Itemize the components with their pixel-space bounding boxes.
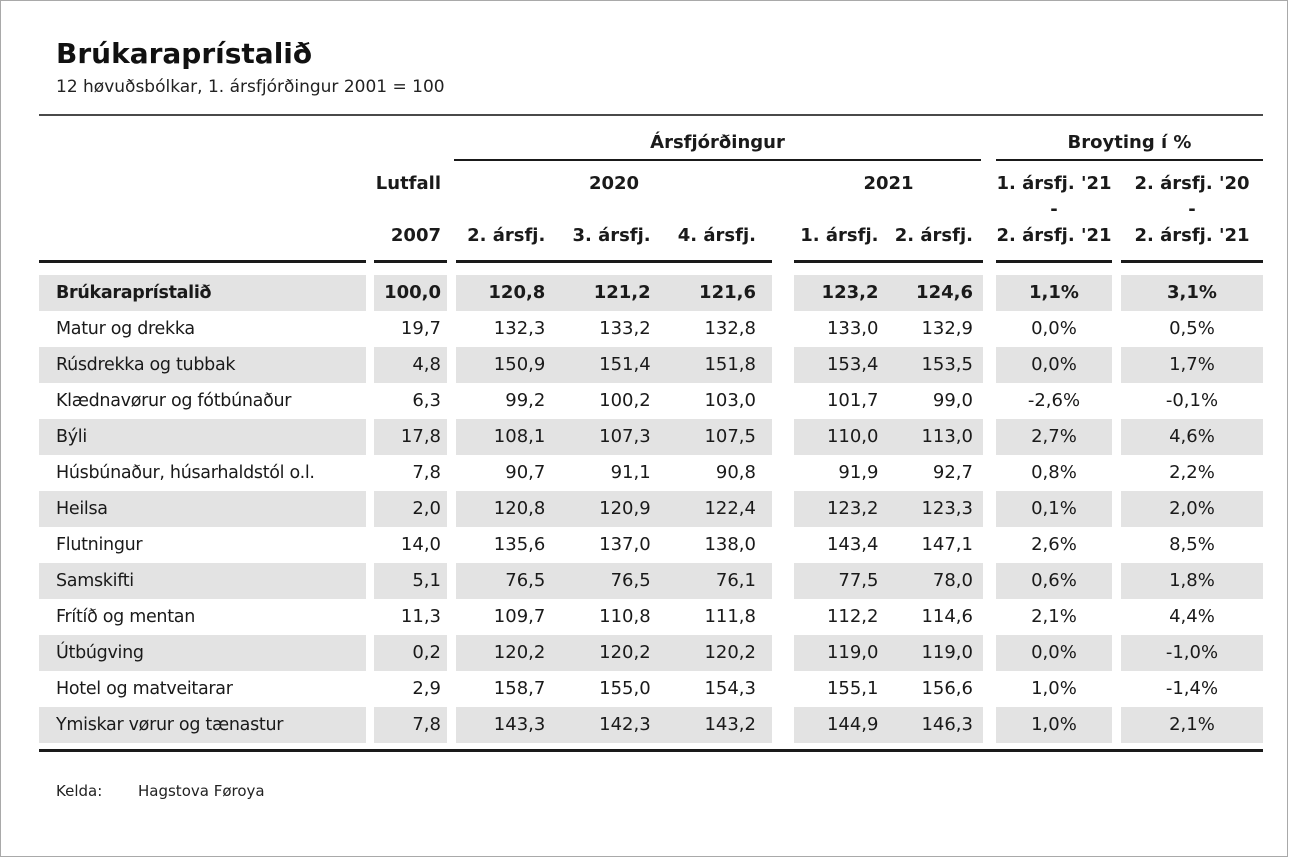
cell-change-year: -1,0% (1121, 635, 1263, 671)
cell-change-year: 8,5% (1169, 534, 1215, 555)
gap (983, 599, 996, 635)
cell-2020-q2: 132,3 (493, 318, 546, 339)
source-value: Hagstova Føroya (138, 782, 265, 800)
cell-change-quarter: 0,8% (1031, 462, 1077, 483)
table-row (39, 455, 1263, 491)
header-2020-q3: 3. ársfj. (572, 225, 651, 246)
cell-2020-q4: 122,4 (667, 491, 772, 527)
cell-lutfall-2007: 2,9 (412, 678, 441, 699)
table-row (39, 275, 1263, 311)
gap (366, 563, 374, 599)
gap (772, 491, 794, 527)
cell-change-quarter: 2,7% (996, 419, 1112, 455)
table-row (39, 671, 1263, 707)
cell-change-quarter: 0,1% (996, 491, 1112, 527)
row-label: Klædnavørur og fótbúnaður (56, 391, 292, 411)
gap (1112, 383, 1121, 419)
bottom-rule (39, 749, 1263, 752)
cell-2020-q2: 99,2 (505, 390, 546, 411)
gap (772, 527, 794, 563)
page-title: Brúkaraprístalið (56, 37, 313, 70)
cell-2020-q3: 142,3 (561, 707, 666, 743)
gap (447, 275, 456, 311)
cell-change-year: 2,0% (1121, 491, 1263, 527)
gap (1112, 671, 1121, 707)
cell-2021-q1: 123,2 (794, 275, 889, 311)
gap (366, 491, 374, 527)
gap (772, 419, 794, 455)
header-change-year-dash: - (1188, 199, 1196, 220)
table-row (39, 383, 1263, 419)
gap (447, 671, 456, 707)
cell-2020-q4: 121,6 (667, 275, 772, 311)
cell-change-year: -1,4% (1165, 678, 1219, 699)
gap (772, 707, 794, 743)
header-change-year-bottom: 2. ársfj. '21 (1134, 225, 1250, 246)
cell-2021-q1: 77,5 (794, 563, 889, 599)
top-rule (39, 114, 1263, 116)
gap (447, 419, 456, 455)
cell-2020-q3: 100,2 (599, 390, 651, 411)
cell-2021-q1: 155,1 (826, 678, 879, 699)
header-rule (39, 260, 1263, 263)
cell-change-quarter: 2,1% (1031, 606, 1077, 627)
cell-change-year: -0,1% (1165, 390, 1219, 411)
cell-lutfall-2007: 5,1 (374, 563, 447, 599)
row-label: Brúkaraprístalið (39, 275, 366, 311)
cell-2020-q3: 120,9 (561, 491, 666, 527)
gap (366, 527, 374, 563)
cell-2021-q2: 78,0 (888, 563, 983, 599)
cell-lutfall-2007: 19,7 (400, 318, 441, 339)
gap (983, 527, 996, 563)
gap (983, 455, 996, 491)
gap (447, 527, 456, 563)
cell-change-quarter: 0,0% (996, 347, 1112, 383)
table-row (39, 419, 1263, 455)
cell-2020-q4: 111,8 (704, 606, 756, 627)
table-row (39, 563, 1263, 599)
cell-change-quarter: 0,0% (996, 635, 1112, 671)
row-label: Útbúgving (39, 635, 366, 671)
cell-lutfall-2007: 11,3 (400, 606, 441, 627)
row-label: Rúsdrekka og tubbak (39, 347, 366, 383)
cell-2020-q4: 132,8 (704, 318, 756, 339)
gap (366, 707, 374, 743)
cell-change-year: 1,7% (1121, 347, 1263, 383)
cell-2020-q2: 135,6 (493, 534, 546, 555)
column-header-row (39, 171, 1263, 249)
cell-change-quarter: 2,6% (1031, 534, 1077, 555)
cell-2021-q1: 123,2 (794, 491, 889, 527)
gap (983, 383, 996, 419)
gap (447, 455, 456, 491)
cell-2020-q2: 158,7 (493, 678, 546, 699)
header-change-year (1121, 171, 1263, 249)
gap (366, 347, 374, 383)
row-label: Frítíð og mentan (56, 607, 196, 627)
cell-2021-q1: 143,4 (826, 534, 879, 555)
cell-lutfall-2007: 14,0 (400, 534, 441, 555)
column-group-header (39, 132, 1263, 161)
cell-2020-q3: 137,0 (599, 534, 651, 555)
cell-2020-q4: 90,8 (715, 462, 756, 483)
page-subtitle: 12 høvuðsbólkar, 1. ársfjórðingur 2001 = 100 (56, 77, 445, 97)
cell-2020-q2: 120,8 (456, 275, 561, 311)
cell-change-quarter: 0,0% (1031, 318, 1077, 339)
gap (1112, 635, 1121, 671)
cell-2021-q1: 153,4 (794, 347, 889, 383)
cell-2020-q4: 107,5 (667, 419, 772, 455)
gap (447, 707, 456, 743)
cell-2020-q2: 109,7 (493, 606, 546, 627)
table-row (39, 599, 1263, 635)
gap (772, 671, 794, 707)
cell-2021-q1: 119,0 (794, 635, 889, 671)
header-change-quarter-top: 1. ársfj. '21 (996, 173, 1112, 194)
header-2020-q4: 4. ársfj. (677, 225, 756, 246)
gap (983, 275, 996, 311)
row-label: Matur og drekka (56, 319, 195, 339)
source-row (56, 782, 1263, 800)
group-header-change: Broyting í % (996, 132, 1263, 161)
cell-2020-q4: 143,2 (667, 707, 772, 743)
gap (1112, 311, 1121, 347)
gap (1112, 347, 1121, 383)
gap (366, 419, 374, 455)
gap (772, 383, 794, 419)
cell-2020-q3: 155,0 (599, 678, 651, 699)
cell-change-quarter: 1,0% (1031, 678, 1077, 699)
header-change-quarter-bottom: 2. ársfj. '21 (996, 225, 1112, 246)
gap (366, 455, 374, 491)
table-row (39, 635, 1263, 671)
gap (772, 599, 794, 635)
cell-2020-q2: 143,3 (456, 707, 561, 743)
row-label: Húsbúnaður, húsarhaldstól o.l. (56, 463, 315, 483)
cell-2020-q2: 150,9 (456, 347, 561, 383)
cell-2020-q2: 120,2 (456, 635, 561, 671)
gap (447, 563, 456, 599)
cell-2020-q4: 151,8 (667, 347, 772, 383)
header-change-quarter (996, 171, 1112, 249)
cell-change-year: 4,4% (1169, 606, 1215, 627)
gap (772, 275, 794, 311)
row-label: Flutningur (56, 535, 143, 555)
table-container (1, 37, 1287, 800)
header-2021-q2: 2. ársfj. (894, 225, 973, 246)
cell-change-quarter: 1,1% (996, 275, 1112, 311)
cell-lutfall-2007: 4,8 (374, 347, 447, 383)
cell-lutfall-2007: 2,0 (374, 491, 447, 527)
cell-2020-q3: 107,3 (561, 419, 666, 455)
cell-2020-q2: 108,1 (456, 419, 561, 455)
header-year-2021: 2021 (863, 173, 914, 194)
cell-2021-q2: 156,6 (921, 678, 973, 699)
cell-change-year: 3,1% (1121, 275, 1263, 311)
cell-2021-q2: 114,6 (921, 606, 973, 627)
gap (447, 347, 456, 383)
cell-2020-q3: 110,8 (599, 606, 651, 627)
gap (366, 671, 374, 707)
cell-change-year: 0,5% (1169, 318, 1215, 339)
cell-2020-q2: 120,8 (456, 491, 561, 527)
cell-2021-q2: 124,6 (888, 275, 983, 311)
cell-2021-q2: 99,0 (932, 390, 973, 411)
cell-2021-q2: 119,0 (888, 635, 983, 671)
cell-2021-q1: 112,2 (826, 606, 879, 627)
gap (1112, 599, 1121, 635)
header-lutfall (374, 171, 447, 249)
gap (1112, 527, 1121, 563)
gap (772, 563, 794, 599)
gap (366, 275, 374, 311)
row-label: Hotel og matveitarar (56, 679, 233, 699)
row-label: Samskifti (39, 563, 366, 599)
table-row (39, 311, 1263, 347)
gap (447, 383, 456, 419)
gap (447, 491, 456, 527)
cell-2021-q1: 110,0 (794, 419, 889, 455)
cell-change-quarter: 1,0% (996, 707, 1112, 743)
cell-2021-q1: 101,7 (826, 390, 879, 411)
table-row (39, 491, 1263, 527)
cell-change-year: 4,6% (1121, 419, 1263, 455)
cell-change-quarter: 0,6% (996, 563, 1112, 599)
row-label: Býli (39, 419, 366, 455)
gap (1112, 275, 1121, 311)
header-2021-q1: 1. ársfj. (800, 225, 879, 246)
gap (983, 419, 996, 455)
header-lutfall-top: Lutfall (375, 173, 441, 194)
header-2020 (456, 171, 772, 249)
gap (366, 383, 374, 419)
gap (447, 311, 456, 347)
gap (983, 671, 996, 707)
gap (983, 707, 996, 743)
row-label: Heilsa (39, 491, 366, 527)
gap (983, 563, 996, 599)
cell-2020-q2: 76,5 (456, 563, 561, 599)
gap (1112, 707, 1121, 743)
cell-2021-q2: 92,7 (932, 462, 973, 483)
cell-2020-q3: 133,2 (599, 318, 651, 339)
cell-2021-q1: 144,9 (794, 707, 889, 743)
gap (1112, 491, 1121, 527)
gap (1112, 563, 1121, 599)
cell-2020-q3: 120,2 (561, 635, 666, 671)
cell-2020-q4: 138,0 (704, 534, 756, 555)
gap (772, 455, 794, 491)
source-label: Kelda: (56, 782, 103, 800)
header-2021 (794, 171, 983, 249)
gap (1112, 419, 1121, 455)
cell-2021-q1: 91,9 (838, 462, 879, 483)
cell-2020-q3: 76,5 (561, 563, 666, 599)
cell-2020-q4: 154,3 (704, 678, 756, 699)
gap (983, 491, 996, 527)
cell-change-year: 2,2% (1169, 462, 1215, 483)
row-label: Ymiskar vørur og tænastur (39, 707, 366, 743)
gap (983, 311, 996, 347)
cell-2020-q4: 103,0 (704, 390, 756, 411)
cell-lutfall-2007: 7,8 (412, 462, 441, 483)
gap (366, 635, 374, 671)
cell-2020-q3: 91,1 (610, 462, 651, 483)
cell-lutfall-2007: 7,8 (374, 707, 447, 743)
cell-change-year: 2,1% (1121, 707, 1263, 743)
gap (447, 635, 456, 671)
header-change-quarter-dash: - (1050, 199, 1058, 220)
table-row (39, 527, 1263, 563)
cell-change-year: 1,8% (1121, 563, 1263, 599)
cell-lutfall-2007: 17,8 (374, 419, 447, 455)
gap (447, 599, 456, 635)
gap (366, 311, 374, 347)
table-row (39, 707, 1263, 743)
gap (366, 599, 374, 635)
header-2020-q2: 2. ársfj. (467, 225, 546, 246)
gap (983, 635, 996, 671)
cell-2021-q2: 132,9 (921, 318, 973, 339)
cell-2020-q3: 121,2 (561, 275, 666, 311)
cell-2021-q2: 113,0 (888, 419, 983, 455)
cell-2020-q3: 151,4 (561, 347, 666, 383)
cell-2021-q2: 123,3 (888, 491, 983, 527)
gap (772, 635, 794, 671)
cell-lutfall-2007: 100,0 (374, 275, 447, 311)
gap (772, 347, 794, 383)
cell-2021-q2: 147,1 (921, 534, 973, 555)
cell-2021-q1: 133,0 (826, 318, 879, 339)
header-lutfall-bottom: 2007 (390, 225, 441, 246)
cell-lutfall-2007: 6,3 (412, 390, 441, 411)
table-rows (39, 275, 1263, 743)
header-change-year-top: 2. ársfj. '20 (1134, 173, 1250, 194)
cell-2021-q2: 153,5 (888, 347, 983, 383)
cell-lutfall-2007: 0,2 (374, 635, 447, 671)
cell-change-quarter: -2,6% (1027, 390, 1081, 411)
header-label-col (39, 171, 366, 249)
header-year-2020: 2020 (588, 173, 640, 194)
cell-2020-q4: 120,2 (667, 635, 772, 671)
gap (772, 311, 794, 347)
gap (1112, 455, 1121, 491)
table-row (39, 347, 1263, 383)
cell-2020-q2: 90,7 (505, 462, 546, 483)
gap (983, 347, 996, 383)
cell-2020-q4: 76,1 (667, 563, 772, 599)
cell-2021-q2: 146,3 (888, 707, 983, 743)
group-header-quarters: Ársfjórðingur (454, 132, 981, 161)
